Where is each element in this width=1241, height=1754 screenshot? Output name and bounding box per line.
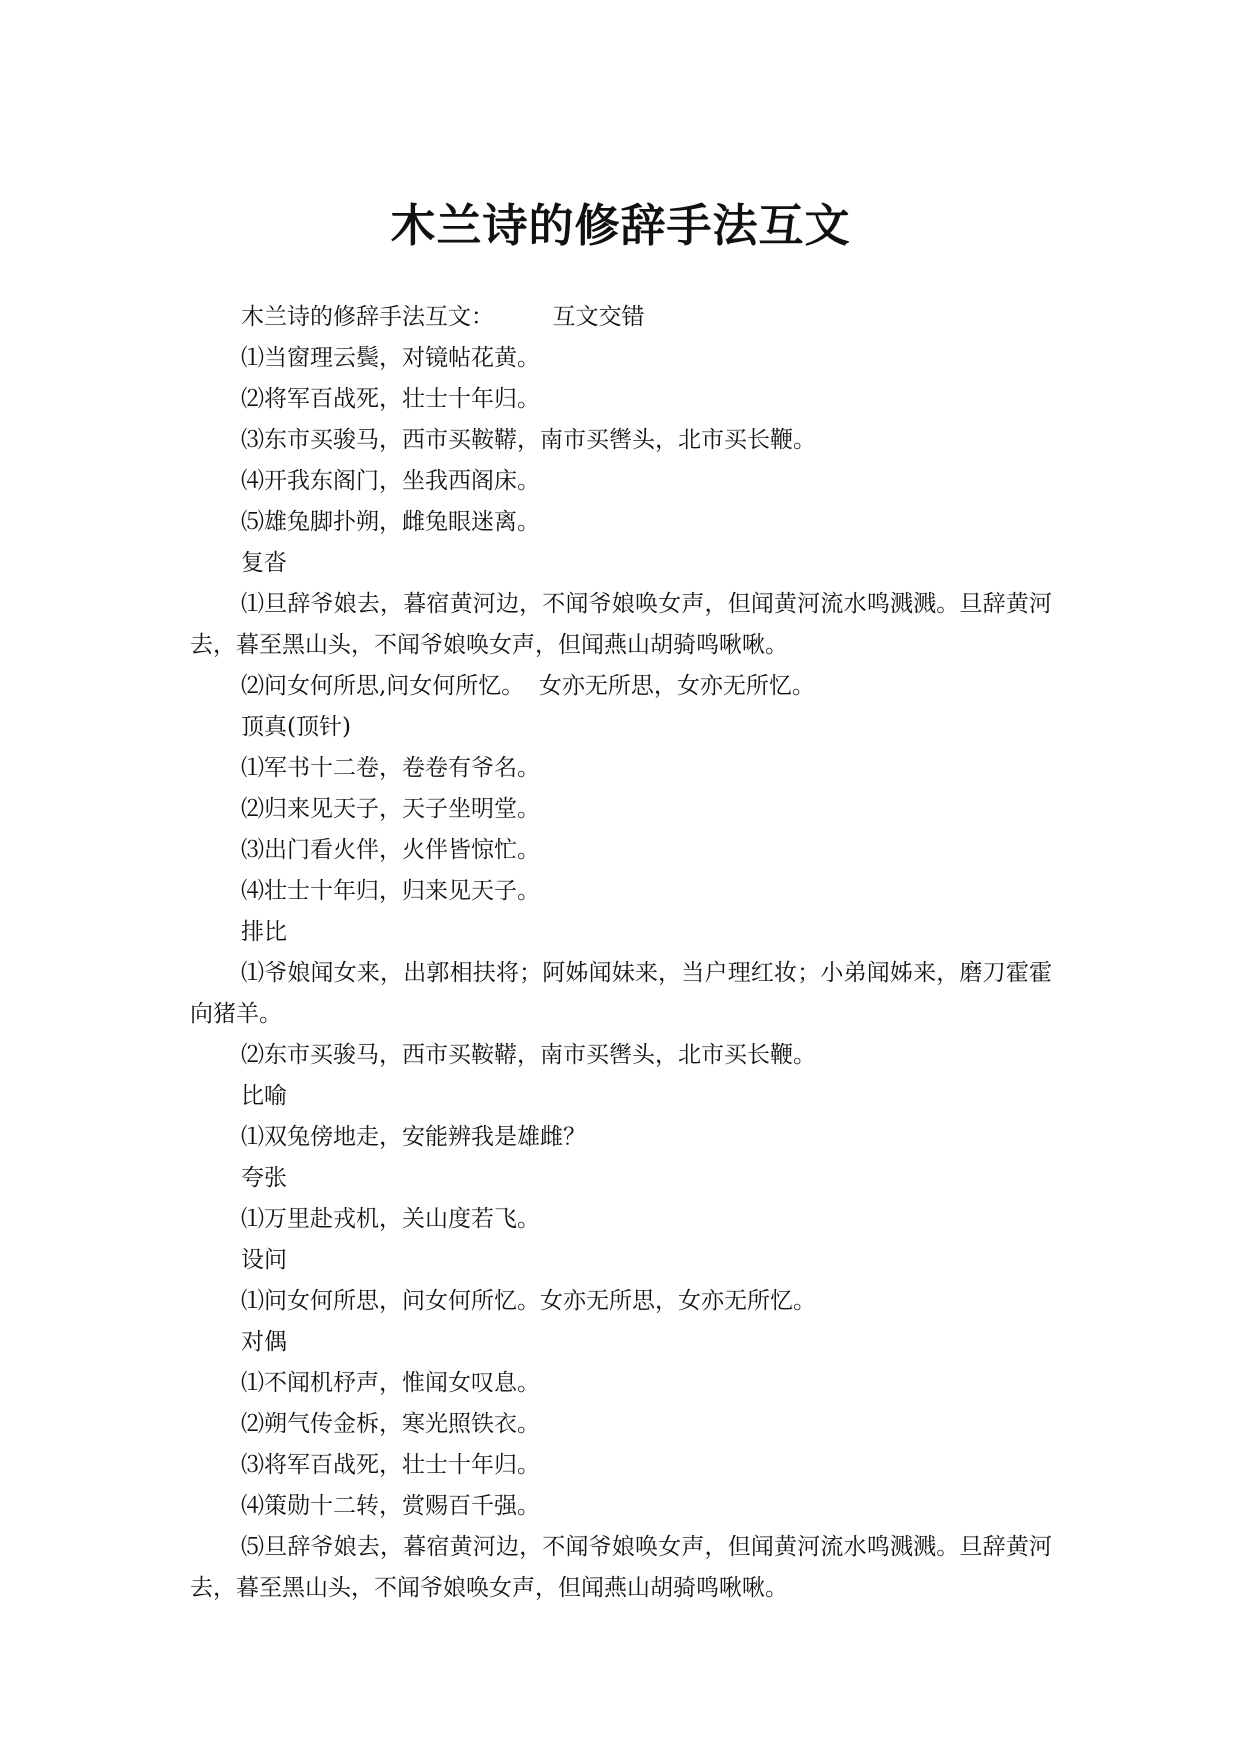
list-item: ⑸旦辞爷娘去，暮宿黄河边，不闻爷娘唤女声，但闻黄河流水鸣溅溅。旦辞黄河去，暮至黑山头，不闻爷娘唤女声，但闻燕山胡骑鸣啾啾。 [190, 1534, 1052, 1601]
list-item: ⑴双兔傍地走，安能辨我是雄雌？ [241, 1124, 586, 1150]
list-item: ⑶将军百战死，壮士十年归。 [241, 1452, 540, 1478]
list-item: ⑴万里赴戎机，关山度若飞。 [241, 1206, 540, 1232]
list-item: ⑵东市买骏马，西市买鞍鞯，南市买辔头，北市买长鞭。 [241, 1042, 816, 1068]
list-item: ⑴爷娘闻女来，出郭相扶将；阿姊闻妹来，当户理红妆；小弟闻姊来，磨刀霍霍向猪羊。 [190, 960, 1052, 1027]
list-item: ⑷策勋十二转，赏赐百千强。 [241, 1493, 540, 1519]
section-heading: 设问 [241, 1247, 287, 1273]
list-item: ⑶东市买骏马，西市买鞍鞯，南市买辔头，北市买长鞭。 [241, 427, 816, 453]
section-heading: 顶真(顶针) [241, 714, 351, 740]
list-item: ⑴问女何所思，问女何所忆。女亦无所思，女亦无所忆。 [241, 1288, 816, 1314]
list-item: ⑴军书十二卷，卷卷有爷名。 [241, 755, 540, 781]
list-item: ⑷开我东阁门，坐我西阁床。 [241, 468, 540, 494]
section-heading: 对偶 [241, 1329, 287, 1355]
section-heading: 复沓 [241, 550, 287, 576]
section-heading: 排比 [241, 919, 287, 945]
list-item: ⑶出门看火伴，火伴皆惊忙。 [241, 837, 540, 863]
document-title: 木兰诗的修辞手法互文 [390, 199, 851, 252]
intro-line: 木兰诗的修辞手法互文： 互文交错 [241, 304, 645, 330]
section-heading: 比喻 [241, 1083, 287, 1109]
list-item: ⑴不闻机杼声，惟闻女叹息。 [241, 1370, 540, 1396]
document-body [190, 297, 1052, 1609]
list-item: ⑵问女何所思,问女何所忆。 女亦无所思，女亦无所忆。 [241, 673, 815, 699]
list-item: ⑴当窗理云鬓，对镜帖花黄。 [241, 345, 540, 371]
list-item: ⑸雄兔脚扑朔，雌兔眼迷离。 [241, 509, 540, 535]
list-item: ⑷壮士十年归，归来见天子。 [241, 878, 540, 904]
list-item: ⑵朔气传金柝，寒光照铁衣。 [241, 1411, 540, 1437]
section-heading: 夸张 [241, 1165, 287, 1191]
list-item: ⑵将军百战死，壮士十年归。 [241, 386, 540, 412]
list-item: ⑴旦辞爷娘去，暮宿黄河边，不闻爷娘唤女声，但闻黄河流水鸣溅溅。旦辞黄河去，暮至黑山头，不闻爷娘唤女声，但闻燕山胡骑鸣啾啾。 [190, 591, 1052, 658]
list-item: ⑵归来见天子，天子坐明堂。 [241, 796, 540, 822]
